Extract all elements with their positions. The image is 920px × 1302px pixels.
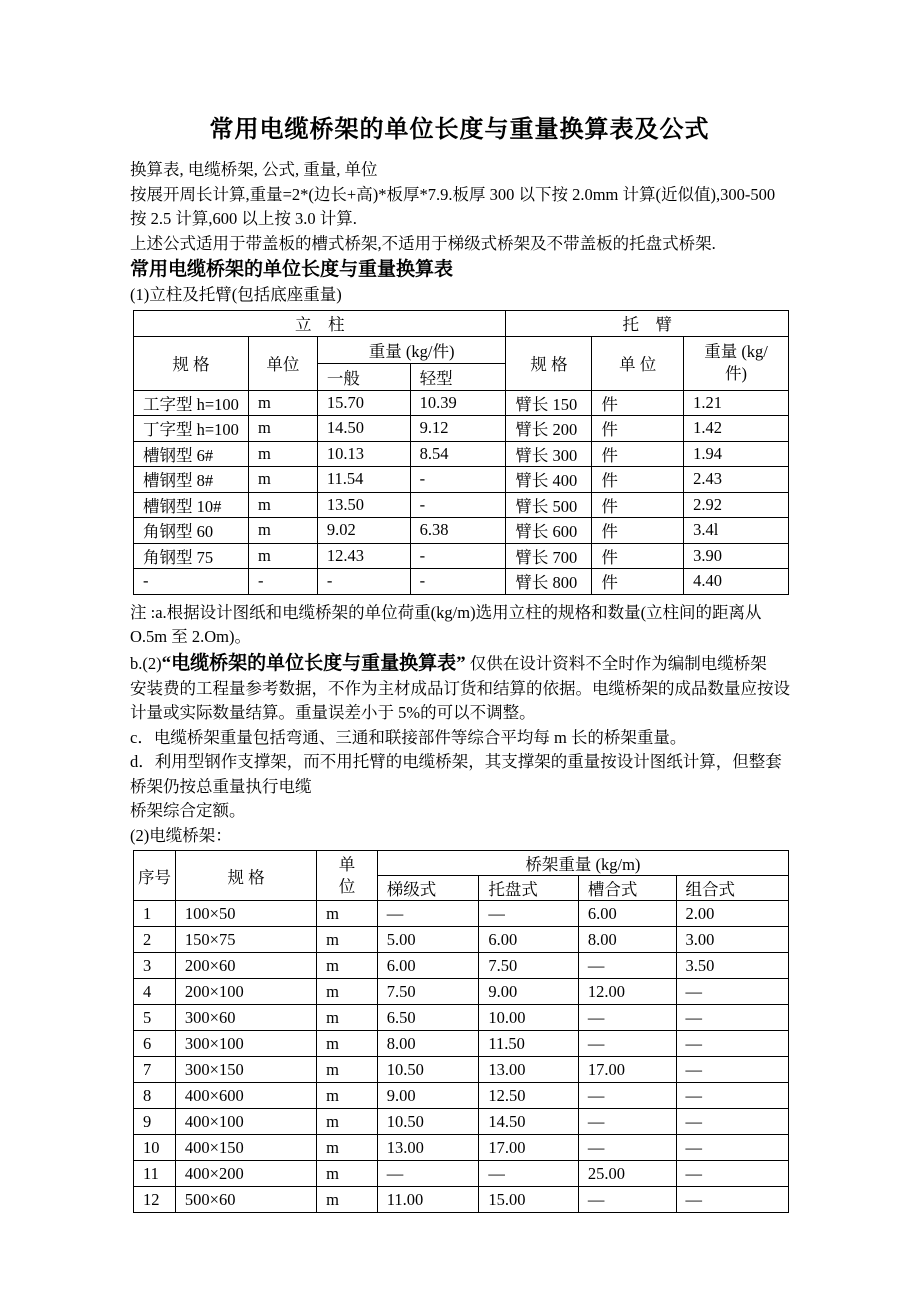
cell-trough: —	[578, 953, 676, 979]
note-c-line: c．电缆桥架重量包括弯通、三通和联接部件等综合平均每 m 长的桥架重量。	[130, 727, 687, 747]
note-d-line2: 桥架仍按总重量执行电缆	[130, 776, 312, 796]
cell-spec: 槽钢型 8#	[134, 467, 249, 493]
cell-weight-general: 13.50	[317, 492, 410, 518]
cell-trough: —	[578, 1135, 676, 1161]
cell-weight-light: 6.38	[410, 518, 506, 544]
note-a-line2: O.5m 至 2.Om)。	[130, 627, 251, 646]
cell-unit: m	[248, 467, 317, 493]
cell-spec: 角钢型 60	[134, 518, 249, 544]
page-title: 常用电缆桥架的单位长度与重量换算表及公式	[209, 117, 710, 143]
cell-unit: m	[317, 901, 378, 927]
cell-tray: 12.50	[479, 1083, 579, 1109]
cell-combo: —	[676, 1057, 788, 1083]
cell-unit: m	[317, 979, 378, 1005]
cell-combo: 3.50	[676, 953, 788, 979]
note-b-prefix: b.(2)	[130, 653, 162, 673]
cell-arm-weight: 2.92	[684, 492, 789, 518]
cell-arm-unit: 件	[592, 467, 684, 493]
section2-subtitle: (2)电缆桥架：	[130, 825, 232, 845]
table-row	[134, 390, 789, 416]
cell-combo: —	[676, 1005, 788, 1031]
cell-arm-spec: 臂长 500	[506, 492, 592, 518]
cell-tray: 14.50	[479, 1109, 579, 1135]
cell-trough: —	[578, 1031, 676, 1057]
cell-arm-spec: 臂长 150	[506, 390, 592, 416]
col-header-unit-line1: 单	[338, 854, 356, 874]
table-row	[134, 492, 789, 518]
note-b-line1	[130, 650, 789, 677]
table-row	[134, 441, 789, 467]
col-header-tray: 托盘式	[479, 876, 579, 901]
table-row	[134, 979, 789, 1005]
table-row	[134, 1057, 789, 1083]
group-header-tray-weight: 桥架重量 (kg/m)	[377, 851, 788, 876]
cell-unit: m	[248, 518, 317, 544]
cell-weight-general: 10.13	[317, 441, 410, 467]
cell-no: 7	[134, 1057, 176, 1083]
cell-arm-spec: 臂长 400	[506, 467, 592, 493]
table-row	[134, 569, 789, 595]
col-header-trough: 槽合式	[578, 876, 676, 901]
note-b-rest: 仅供在设计资料不全时作为编制电缆桥架	[465, 653, 767, 673]
cell-spec: 槽钢型 6#	[134, 441, 249, 467]
cell-unit: m	[248, 390, 317, 416]
cell-tray: —	[479, 1161, 579, 1187]
formula-note-line: 上述公式适用于带盖板的槽式桥架,不适用于梯级式桥架及不带盖板的托盘式桥架.	[130, 233, 716, 253]
cell-spec: 工字型 h=100	[134, 390, 249, 416]
table-row	[134, 1187, 789, 1213]
group-header-arm: 托 臂	[506, 310, 789, 336]
cell-ladder: 7.50	[377, 979, 479, 1005]
cell-trough: —	[578, 1187, 676, 1213]
cell-spec: 400×100	[175, 1109, 316, 1135]
cell-arm-unit: 件	[592, 416, 684, 442]
cell-tray: 15.00	[479, 1187, 579, 1213]
table-row	[134, 1031, 789, 1057]
col-header-spec: 规 格	[134, 336, 249, 390]
cell-spec: 300×100	[175, 1031, 316, 1057]
col-header-unit	[317, 851, 378, 901]
cell-tray: 10.00	[479, 1005, 579, 1031]
cell-trough: 25.00	[578, 1161, 676, 1187]
cell-tray: 17.00	[479, 1135, 579, 1161]
cell-combo: —	[676, 1161, 788, 1187]
cell-spec: 角钢型 75	[134, 543, 249, 569]
col-header-ladder: 梯级式	[377, 876, 479, 901]
table-header-row	[134, 851, 789, 876]
cell-unit: m	[317, 1083, 378, 1109]
table-row	[134, 953, 789, 979]
cell-ladder: 8.00	[377, 1031, 479, 1057]
cell-trough: 6.00	[578, 901, 676, 927]
cell-unit: m	[248, 492, 317, 518]
cell-arm-weight: 3.4l	[684, 518, 789, 544]
cell-weight-general: 11.54	[317, 467, 410, 493]
cell-unit: m	[317, 1057, 378, 1083]
cell-tray: —	[479, 901, 579, 927]
cell-arm-weight: 3.90	[684, 543, 789, 569]
cell-weight-light: -	[410, 492, 506, 518]
cell-tray: 6.00	[479, 927, 579, 953]
cell-ladder: —	[377, 1161, 479, 1187]
cell-unit: m	[317, 1187, 378, 1213]
cell-weight-general: 9.02	[317, 518, 410, 544]
cell-no: 8	[134, 1083, 176, 1109]
cell-trough: 17.00	[578, 1057, 676, 1083]
cell-no: 2	[134, 927, 176, 953]
section1-subtitle: (1)立柱及托臂(包括底座重量)	[130, 285, 342, 304]
col-header-arm-weight	[684, 336, 789, 390]
cell-no: 12	[134, 1187, 176, 1213]
cell-no: 3	[134, 953, 176, 979]
cell-arm-unit: 件	[592, 543, 684, 569]
formula-line-1: 按展开周长计算,重量=2*(边长+高)*板厚*7.9.板厚 300 以下按 2.0mm 计算(近似值),300-500	[130, 184, 776, 204]
cell-combo: —	[676, 1109, 788, 1135]
cell-weight-general: 12.43	[317, 543, 410, 569]
col-header-general: 一般	[317, 363, 410, 390]
cell-weight-light: -	[410, 467, 506, 493]
col-header-arm-weight-line1: 重量 (kg/	[704, 342, 768, 361]
table-row	[134, 518, 789, 544]
cell-combo: —	[676, 979, 788, 1005]
columns-and-arms-table	[133, 310, 789, 595]
cell-arm-spec: 臂长 200	[506, 416, 592, 442]
cell-no: 6	[134, 1031, 176, 1057]
cell-combo: —	[676, 1187, 788, 1213]
col-header-arm-spec: 规 格	[506, 336, 592, 390]
cell-combo: —	[676, 1135, 788, 1161]
table-row	[134, 1161, 789, 1187]
cable-tray-table	[133, 850, 789, 1213]
cell-unit: -	[248, 569, 317, 595]
cell-arm-spec: 臂长 600	[506, 518, 592, 544]
cell-tray: 7.50	[479, 953, 579, 979]
formula-line-2: 按 2.5 计算,600 以上按 3.0 计算.	[130, 209, 357, 228]
cell-ladder: 9.00	[377, 1083, 479, 1109]
cell-unit: m	[248, 416, 317, 442]
cell-spec: 丁字型 h=100	[134, 416, 249, 442]
cell-combo: —	[676, 1031, 788, 1057]
table-row	[134, 543, 789, 569]
table-group-header-row	[134, 310, 789, 336]
cell-unit: m	[317, 1135, 378, 1161]
col-header-combo: 组合式	[676, 876, 788, 901]
cell-tray: 13.00	[479, 1057, 579, 1083]
cell-unit: m	[317, 1161, 378, 1187]
cell-unit: m	[248, 543, 317, 569]
cell-spec: 200×60	[175, 953, 316, 979]
cell-arm-weight: 1.42	[684, 416, 789, 442]
cell-spec: -	[134, 569, 249, 595]
group-header-column: 立 柱	[134, 310, 506, 336]
cell-spec: 400×150	[175, 1135, 316, 1161]
note-b-line3: 计量或实际数量结算。重量误差小于 5%的可以不调整。	[130, 703, 536, 722]
cell-spec: 200×100	[175, 979, 316, 1005]
cell-no: 11	[134, 1161, 176, 1187]
cell-ladder: 11.00	[377, 1187, 479, 1213]
col-header-unit: 单位	[248, 336, 317, 390]
table-row	[134, 1109, 789, 1135]
cell-unit: m	[248, 441, 317, 467]
cell-arm-unit: 件	[592, 492, 684, 518]
cell-ladder: 6.50	[377, 1005, 479, 1031]
col-header-arm-weight-line2: 件)	[725, 364, 748, 383]
cell-ladder: —	[377, 901, 479, 927]
table-row	[134, 467, 789, 493]
cell-trough: 8.00	[578, 927, 676, 953]
cell-arm-spec: 臂长 300	[506, 441, 592, 467]
cell-tray: 11.50	[479, 1031, 579, 1057]
cell-trough: —	[578, 1083, 676, 1109]
cell-arm-unit: 件	[592, 441, 684, 467]
cell-ladder: 10.50	[377, 1109, 479, 1135]
note-b-bold-title: “电缆桥架的单位长度与重量换算表”	[161, 652, 466, 674]
table-header-row	[134, 336, 789, 363]
section1-heading: 常用电缆桥架的单位长度与重量换算表	[130, 259, 454, 280]
cell-ladder: 10.50	[377, 1057, 479, 1083]
table-row	[134, 1005, 789, 1031]
cell-weight-light: -	[410, 543, 506, 569]
cell-weight-light: 9.12	[410, 416, 506, 442]
cell-combo: 3.00	[676, 927, 788, 953]
cell-tray: 9.00	[479, 979, 579, 1005]
cell-spec: 150×75	[175, 927, 316, 953]
note-b-line2: 安装费的工程量参考数据，不作为主材成品订货和结算的依据。电缆桥架的成品数量应按设	[130, 678, 790, 698]
cell-spec: 400×200	[175, 1161, 316, 1187]
cell-arm-weight: 4.40	[684, 569, 789, 595]
table-row	[134, 901, 789, 927]
col-header-spec: 规 格	[175, 851, 316, 901]
cell-unit: m	[317, 1109, 378, 1135]
cell-arm-weight: 1.94	[684, 441, 789, 467]
cell-no: 10	[134, 1135, 176, 1161]
cell-trough: 12.00	[578, 979, 676, 1005]
cell-unit: m	[317, 1005, 378, 1031]
table-row	[134, 1083, 789, 1109]
cell-no: 5	[134, 1005, 176, 1031]
cell-arm-spec: 臂长 700	[506, 543, 592, 569]
keywords-line: 换算表, 电缆桥架, 公式, 重量, 单位	[130, 160, 378, 179]
table-row	[134, 416, 789, 442]
cell-no: 9	[134, 1109, 176, 1135]
cell-weight-general: 15.70	[317, 390, 410, 416]
cell-ladder: 5.00	[377, 927, 479, 953]
cell-arm-unit: 件	[592, 390, 684, 416]
cell-arm-spec: 臂长 800	[506, 569, 592, 595]
cell-unit: m	[317, 1031, 378, 1057]
cell-weight-light: 8.54	[410, 441, 506, 467]
table-row	[134, 1135, 789, 1161]
cell-spec: 300×150	[175, 1057, 316, 1083]
cell-arm-unit: 件	[592, 569, 684, 595]
col-header-weight: 重量 (kg/件)	[317, 336, 506, 363]
note-a-line1: 注 :a.根据设计图纸和电缆桥架的单位荷重(kg/m)选用立柱的规格和数量(立柱间的距离从	[130, 602, 762, 622]
col-header-arm-unit: 单 位	[592, 336, 684, 390]
cell-arm-weight: 2.43	[684, 467, 789, 493]
cell-arm-unit: 件	[592, 518, 684, 544]
cell-no: 1	[134, 901, 176, 927]
cell-no: 4	[134, 979, 176, 1005]
col-header-no: 序号	[134, 851, 176, 901]
cell-spec: 500×60	[175, 1187, 316, 1213]
cell-weight-general: -	[317, 569, 410, 595]
col-header-unit-line2: 位	[338, 876, 356, 896]
cell-ladder: 6.00	[377, 953, 479, 979]
cell-weight-general: 14.50	[317, 416, 410, 442]
cell-spec: 300×60	[175, 1005, 316, 1031]
cell-trough: —	[578, 1005, 676, 1031]
cell-ladder: 13.00	[377, 1135, 479, 1161]
cell-unit: m	[317, 953, 378, 979]
cell-trough: —	[578, 1109, 676, 1135]
cell-spec: 槽钢型 10#	[134, 492, 249, 518]
cell-spec: 100×50	[175, 901, 316, 927]
cell-combo: —	[676, 1083, 788, 1109]
cell-weight-light: -	[410, 569, 506, 595]
table-row	[134, 927, 789, 953]
col-header-light: 轻型	[410, 363, 506, 390]
cell-combo: 2.00	[676, 901, 788, 927]
cell-weight-light: 10.39	[410, 390, 506, 416]
cell-unit: m	[317, 927, 378, 953]
note-d-line1: d．利用型钢作支撑架，而不用托臂的电缆桥架，其支撑架的重量按设计图纸计算，但整套	[130, 752, 782, 771]
cell-spec: 400×600	[175, 1083, 316, 1109]
note-d-line3: 桥架综合定额。	[130, 801, 246, 820]
cell-arm-weight: 1.21	[684, 390, 789, 416]
